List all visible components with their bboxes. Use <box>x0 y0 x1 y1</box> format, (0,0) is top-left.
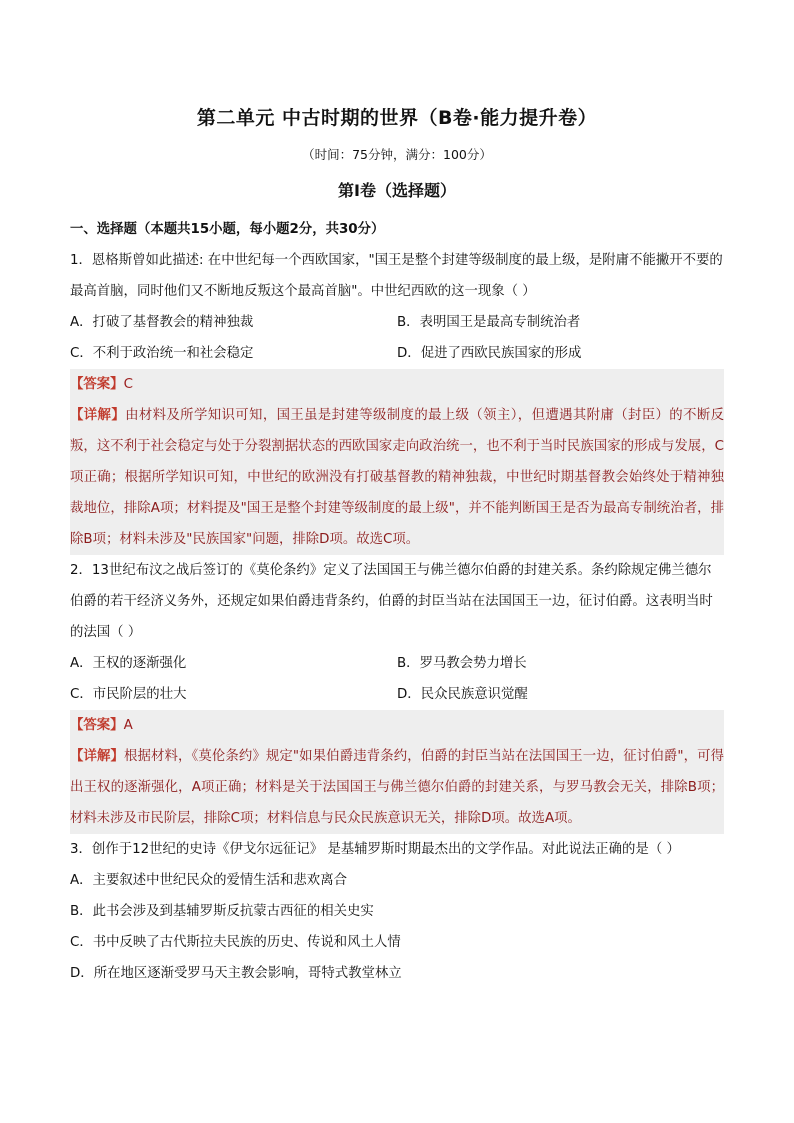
question-1 <box>70 245 724 555</box>
question-2 <box>70 555 724 834</box>
answer-value: A <box>123 718 133 733</box>
options <box>70 307 724 369</box>
detail-label: 【详解】 <box>70 408 126 423</box>
option-a: A．王权的逐渐强化 <box>70 656 187 671</box>
option-b: B．此书会涉及到基辅罗斯反抗蒙古西征的相关史实 <box>70 904 374 919</box>
answer-box <box>70 710 724 834</box>
option-b: B．表明国王是最高专制统治者 <box>397 315 581 330</box>
question-stem: 1．恩格斯曾如此描述: 在中世纪每一个西欧国家，"国王是整个封建等级制度的最上级，是附庸不能撇开不要的最高首脑，同时他们又不断地反叛这个最高首脑"。中世纪西欧的这一现象（ ） <box>70 253 723 299</box>
part-title: 第Ⅰ卷（选择题） <box>338 181 456 200</box>
page-title: 第二单元 中古时期的世界（B卷·能力提升卷） <box>196 107 598 129</box>
question-stem: 2．13世纪布汶之战后签订的《莫伦条约》定义了法国国王与佛兰德尔伯爵的封建关系。条约除规定佛兰德尔伯爵的若干经济义务外，还规定如果伯爵违背条约，伯爵的封臣当站在法国国王一边，征讨伯爵。这表明当时的法国（ ） <box>70 563 713 640</box>
exam-content <box>70 214 724 989</box>
detail-label: 【详解】 <box>70 749 125 764</box>
option-d: D．促进了西欧民族国家的形成 <box>397 346 582 361</box>
answer-label: 【答案】 <box>70 718 124 733</box>
answer-box <box>70 369 724 555</box>
option-c: C．不利于政治统一和社会稳定 <box>70 346 254 361</box>
option-c: C．市民阶层的壮大 <box>70 687 187 702</box>
question-stem: 3．创作于12世纪的史诗《伊戈尔远征记》 是基辅罗斯时期最杰出的文学作品。对此说法正确的是（ ） <box>70 842 680 857</box>
question-3 <box>70 834 724 989</box>
options <box>70 865 724 989</box>
answer-line <box>70 369 724 400</box>
exam-time-score: （时间：75分钟，满分：100分） <box>302 147 492 162</box>
options <box>70 648 724 710</box>
option-d: D．所在地区逐渐受罗马天主教会影响，哥特式教堂林立 <box>70 966 402 981</box>
detail-line <box>70 400 724 555</box>
section-heading: 一、选择题（本题共15小题，每小题2分，共30分） <box>70 222 385 237</box>
detail-text: 由材料及所学知识可知，国王虽是封建等级制度的最上级（领主），但遭遇其附庸（封臣）的不断反叛，这不利于社会稳定与处于分裂割据状态的西欧国家走向政治统一，也不利于当时民族国家的形成与发展，C项正确；根据所学知识可知，中世纪的欧洲没有打破基督教的精神独裁，中世纪时期基督教会始终处于精神独裁地位，排除A项；材料提及"国王是整个封建等级制度的最上级"，并不能判断国王是否为最高专制统治者，排除B项；材料未涉及"民族国家"问题，排除D项。故选C项。 <box>70 408 725 547</box>
answer-line <box>70 710 724 741</box>
option-a: A．打破了基督教会的精神独裁 <box>70 315 254 330</box>
answer-value: C <box>123 377 133 392</box>
option-b: B．罗马教会势力增长 <box>397 656 527 671</box>
option-c: C．书中反映了古代斯拉夫民族的历史、传说和风土人情 <box>70 935 401 950</box>
detail-text: 根据材料，《莫伦条约》规定"如果伯爵违背条约，伯爵的封臣当站在法国国王一边，征讨伯爵"，可得出王权的逐渐强化，A项正确；材料是关于法国国王与佛兰德尔伯爵的封建关系，与罗马教会无关，排除B项；材料未涉及市民阶层，排除C项；材料信息与民众民族意识无关，排除D项。故选A项。 <box>70 749 724 826</box>
detail-line <box>70 741 724 834</box>
option-a: A．主要叙述中世纪民众的爱情生活和悲欢离合 <box>70 873 347 888</box>
option-d: D．民众民族意识觉醒 <box>397 687 528 702</box>
answer-label: 【答案】 <box>70 377 124 392</box>
